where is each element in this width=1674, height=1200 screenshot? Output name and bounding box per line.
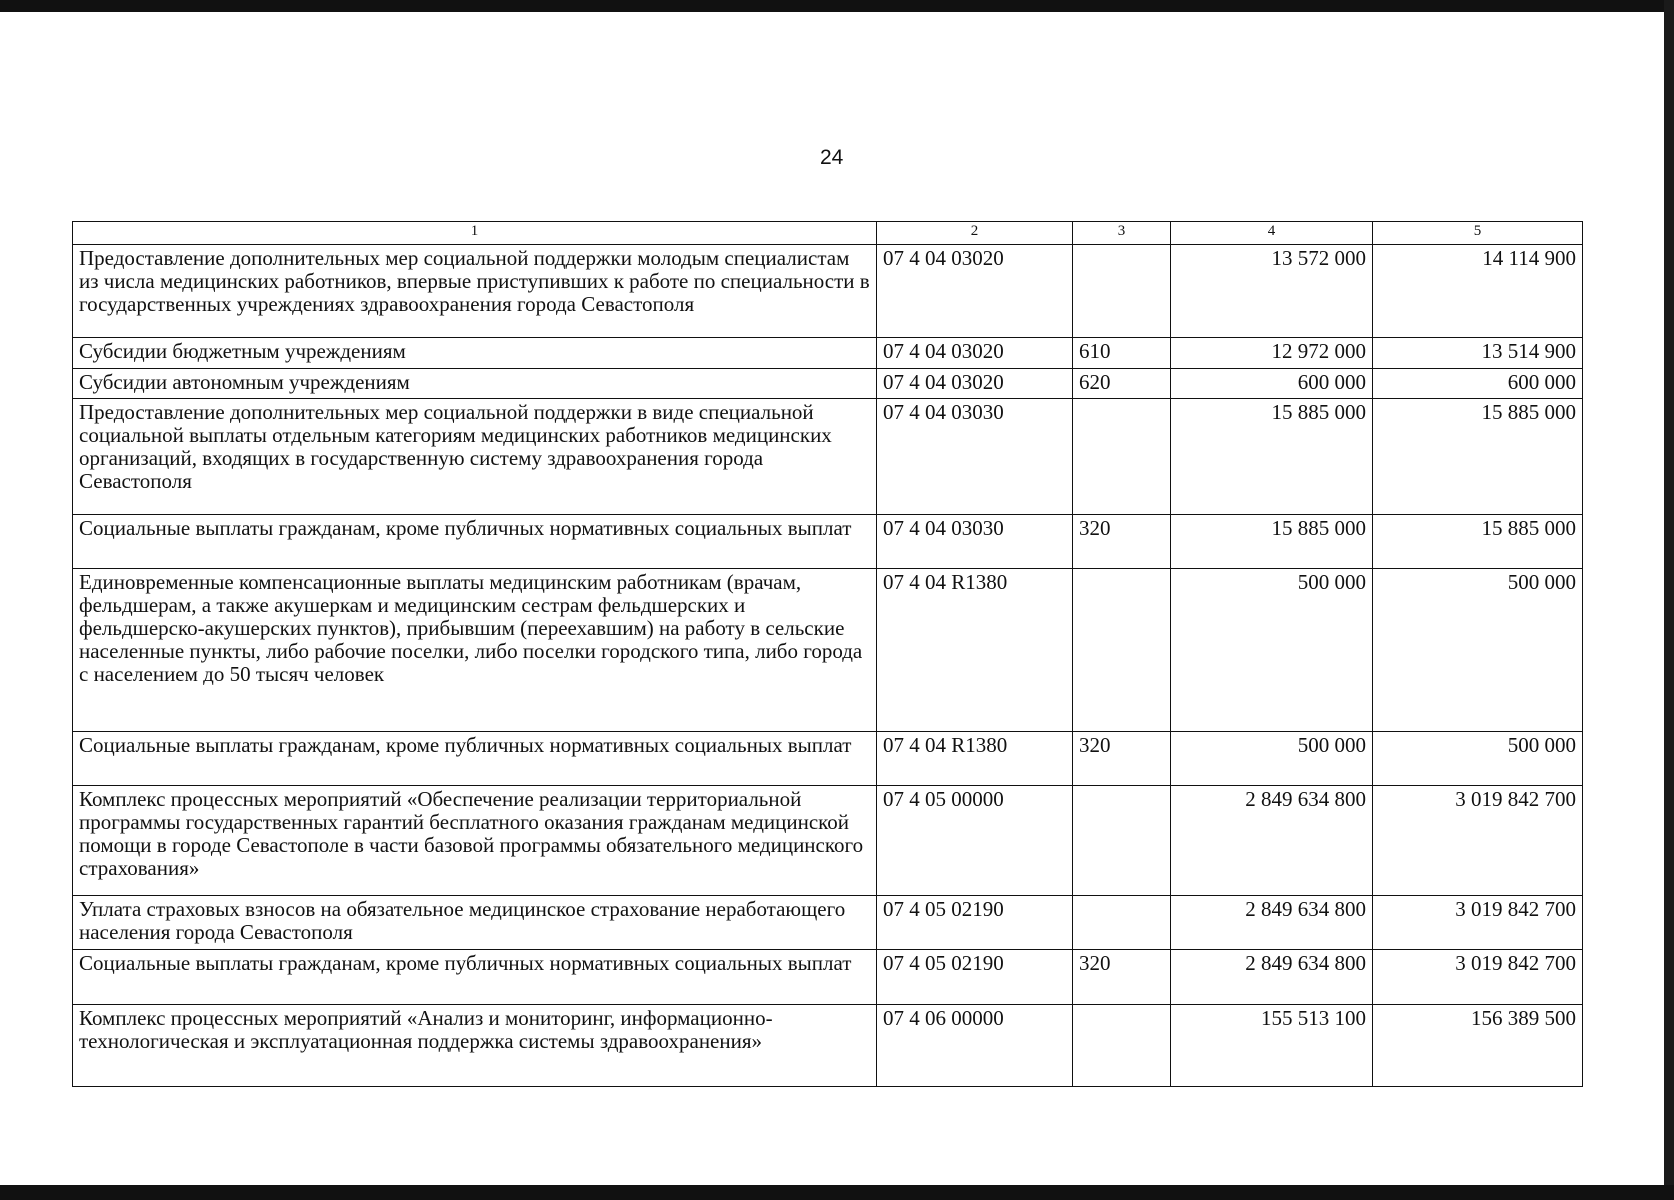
row-code-cell: 07 4 05 02190 (877, 950, 1073, 1005)
row-kvr-cell (1073, 245, 1171, 338)
row-name-cell: Предоставление дополнительных мер социальной поддержки молодым специалистам из числа медицинских работников, впервые приступивших к работе по специальности в государственных учреждениях здравоохранения города Севастополя (73, 245, 877, 338)
table-row (73, 896, 1583, 950)
row-amount-4-cell: 500 000 (1171, 569, 1373, 732)
row-amount-4-cell: 13 572 000 (1171, 245, 1373, 338)
row-kvr-cell: 320 (1073, 950, 1171, 1005)
row-kvr-cell (1073, 896, 1171, 950)
row-amount-5-cell: 3 019 842 700 (1373, 786, 1583, 896)
row-amount-4-cell: 2 849 634 800 (1171, 896, 1373, 950)
row-code-cell: 07 4 04 03020 (877, 245, 1073, 338)
table-header-row (73, 222, 1583, 245)
row-code-cell: 07 4 05 00000 (877, 786, 1073, 896)
row-amount-5-cell: 500 000 (1373, 569, 1583, 732)
row-amount-5-cell: 3 019 842 700 (1373, 950, 1583, 1005)
row-kvr-cell: 320 (1073, 515, 1171, 569)
row-amount-4-cell: 155 513 100 (1171, 1005, 1373, 1087)
row-kvr-cell: 610 (1073, 338, 1171, 369)
budget-table-container (72, 221, 1582, 1087)
row-amount-4-cell: 500 000 (1171, 732, 1373, 786)
row-amount-5-cell: 500 000 (1373, 732, 1583, 786)
row-name-cell: Единовременные компенсационные выплаты медицинским работникам (врачам, фельдшерам, а также акушеркам и медицинским сестрам фельдшерских и фельдшерско-акушерских пунктов), прибывшим (переехавшим) на работу в сельские населенные пункты, либо рабочие поселки, либо поселки городского типа, либо города с населением до 50 тысяч человек (73, 569, 877, 732)
row-amount-5-cell: 15 885 000 (1373, 515, 1583, 569)
row-code-cell: 07 4 04 03030 (877, 399, 1073, 515)
table-row (73, 786, 1583, 896)
column-header-4: 4 (1171, 222, 1373, 245)
row-code-cell: 07 4 05 02190 (877, 896, 1073, 950)
table-row (73, 950, 1583, 1005)
row-amount-4-cell: 600 000 (1171, 369, 1373, 399)
table-row (73, 369, 1583, 399)
table-row (73, 338, 1583, 369)
row-name-cell: Комплекс процессных мероприятий «Анализ и мониторинг, информационно-технологическая и эксплуатационная поддержка системы здравоохранения» (73, 1005, 877, 1087)
scan-border-bottom (0, 1185, 1674, 1200)
table-row (73, 732, 1583, 786)
row-amount-5-cell: 156 389 500 (1373, 1005, 1583, 1087)
row-code-cell: 07 4 04 03020 (877, 369, 1073, 399)
row-kvr-cell (1073, 399, 1171, 515)
table-row (73, 399, 1583, 515)
scan-border-top (0, 0, 1674, 12)
row-amount-5-cell: 600 000 (1373, 369, 1583, 399)
column-header-2: 2 (877, 222, 1073, 245)
column-header-3: 3 (1073, 222, 1171, 245)
row-name-cell: Предоставление дополнительных мер социальной поддержки в виде специальной социальной выплаты отдельным категориям медицинских работников медицинских организаций, входящих в государственную систему здравоохранения города Севастополя (73, 399, 877, 515)
row-amount-4-cell: 12 972 000 (1171, 338, 1373, 369)
table-row (73, 569, 1583, 732)
row-code-cell: 07 4 04 03020 (877, 338, 1073, 369)
column-header-5: 5 (1373, 222, 1583, 245)
row-amount-4-cell: 15 885 000 (1171, 515, 1373, 569)
row-kvr-cell (1073, 1005, 1171, 1087)
budget-table (72, 221, 1583, 1087)
row-name-cell: Социальные выплаты гражданам, кроме публичных нормативных социальных выплат (73, 515, 877, 569)
row-amount-4-cell: 2 849 634 800 (1171, 950, 1373, 1005)
page-number: 24 (820, 146, 844, 169)
row-kvr-cell (1073, 786, 1171, 896)
row-name-cell: Социальные выплаты гражданам, кроме публичных нормативных социальных выплат (73, 732, 877, 786)
row-amount-5-cell: 3 019 842 700 (1373, 896, 1583, 950)
row-code-cell: 07 4 04 R1380 (877, 732, 1073, 786)
row-kvr-cell: 620 (1073, 369, 1171, 399)
row-amount-5-cell: 13 514 900 (1373, 338, 1583, 369)
row-amount-4-cell: 15 885 000 (1171, 399, 1373, 515)
table-row (73, 245, 1583, 338)
row-amount-4-cell: 2 849 634 800 (1171, 786, 1373, 896)
row-name-cell: Комплекс процессных мероприятий «Обеспечение реализации территориальной программы государственных гарантий бесплатного оказания гражданам медицинской помощи в городе Севастополе в части базовой программы обязательного медицинского страхования» (73, 786, 877, 896)
row-kvr-cell: 320 (1073, 732, 1171, 786)
table-row (73, 515, 1583, 569)
row-amount-5-cell: 15 885 000 (1373, 399, 1583, 515)
row-code-cell: 07 4 04 R1380 (877, 569, 1073, 732)
row-name-cell: Социальные выплаты гражданам, кроме публичных нормативных социальных выплат (73, 950, 877, 1005)
column-header-1: 1 (73, 222, 877, 245)
row-name-cell: Субсидии автономным учреждениям (73, 369, 877, 399)
row-amount-5-cell: 14 114 900 (1373, 245, 1583, 338)
scan-border-right (1664, 0, 1674, 1200)
row-code-cell: 07 4 04 03030 (877, 515, 1073, 569)
row-code-cell: 07 4 06 00000 (877, 1005, 1073, 1087)
row-name-cell: Уплата страховых взносов на обязательное медицинское страхование неработающего населения города Севастополя (73, 896, 877, 950)
row-name-cell: Субсидии бюджетным учреждениям (73, 338, 877, 369)
table-row (73, 1005, 1583, 1087)
row-kvr-cell (1073, 569, 1171, 732)
